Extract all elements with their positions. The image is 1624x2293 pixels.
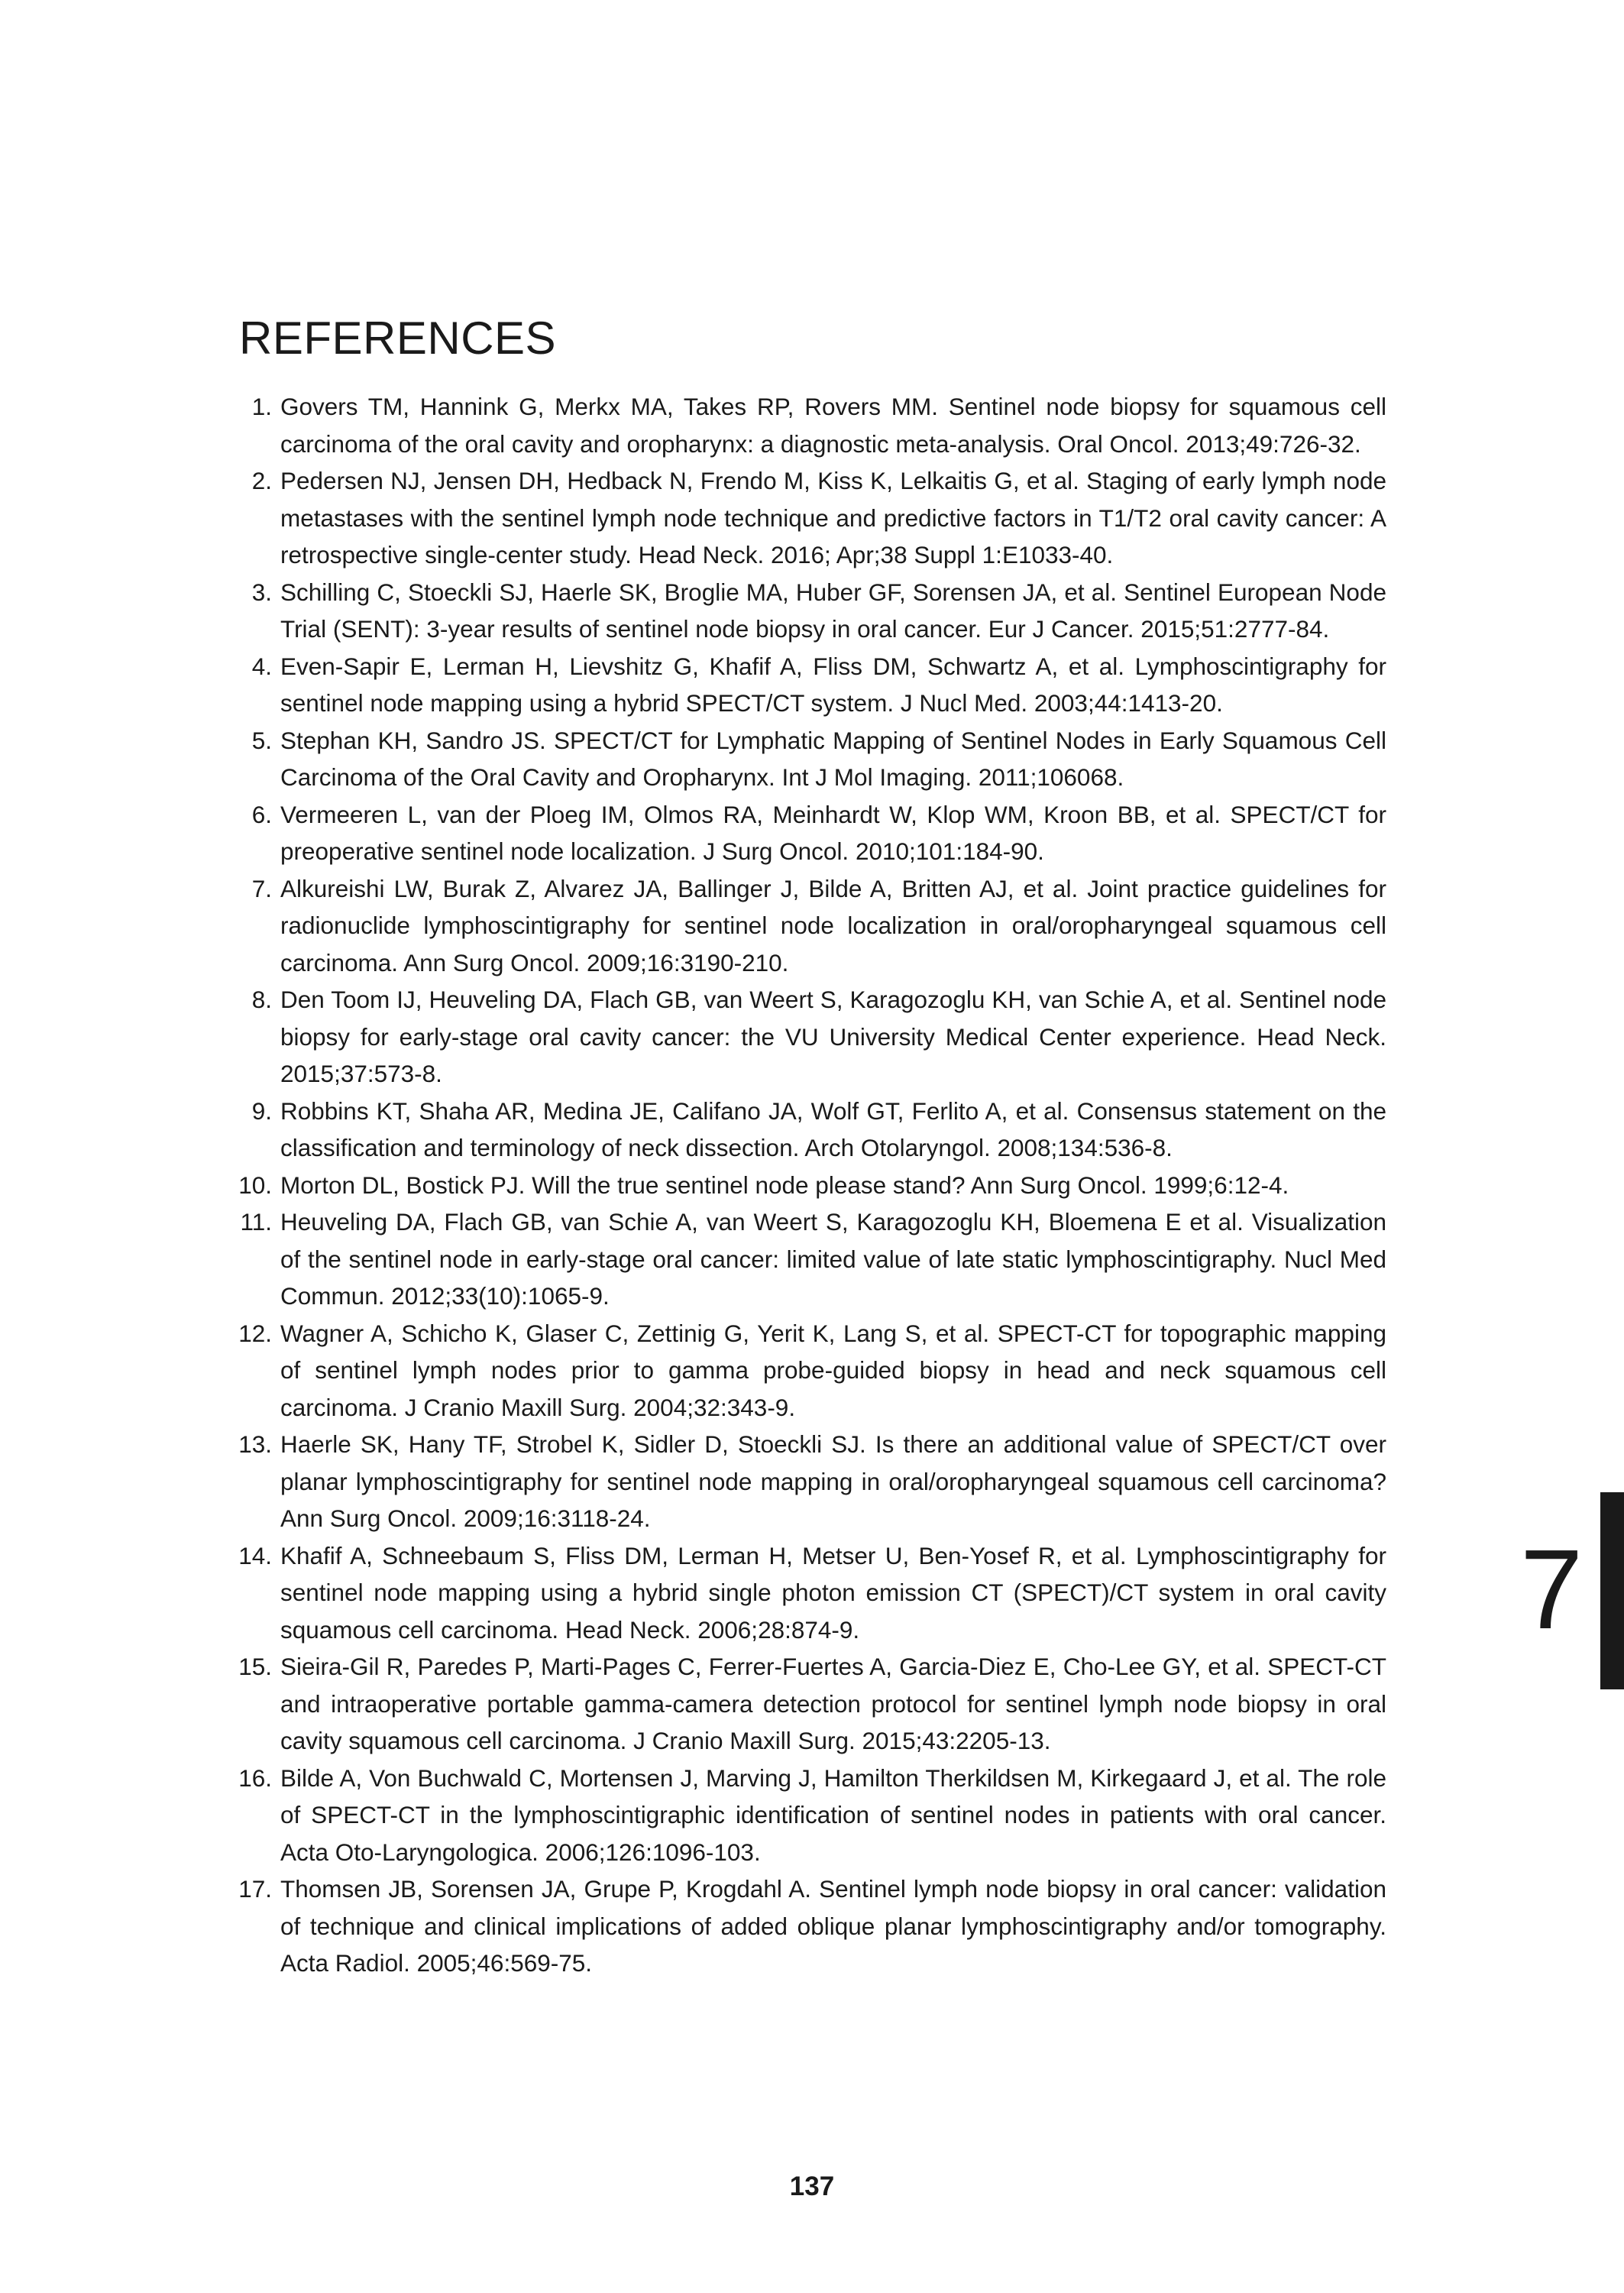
reference-item: [229, 1093, 1386, 1167]
reference-item: [229, 574, 1386, 648]
reference-number: 5.: [251, 726, 272, 754]
reference-text: Morton DL, Bostick PJ. Will the true sentinel node please stand? Ann Surg Oncol. 1999;6:12-4.: [280, 1171, 1289, 1199]
reference-text: Pedersen NJ, Jensen DH, Hedback N, Frendo M, Kiss K, Lelkaitis G, et al. Staging of early lymph node metastases with the sentinel lymph node technique and predictive factors in T1/T2 oral cavity cancer: A retrospective single-center study. Head Neck. 2016; Apr;38 Suppl 1:E1033-40.: [280, 467, 1386, 568]
reference-number: 7.: [251, 874, 272, 902]
reference-number: 11.: [240, 1208, 272, 1236]
reference-text: Bilde A, Von Buchwald C, Mortensen J, Marving J, Hamilton Therkildsen M, Kirkegaard J, et al. The role of SPECT-CT in the lymphoscintigraphic identification of sentinel nodes in patients with oral cancer. Acta Oto-Laryngologica. 2006;126:1096-103.: [280, 1763, 1386, 1866]
reference-number: 16.: [238, 1763, 272, 1792]
chapter-number: 7: [1520, 1527, 1584, 1653]
reference-text: Robbins KT, Shaha AR, Medina JE, Califano JA, Wolf GT, Ferlito A, et al. Consensus statement on the classification and terminology of neck dissection. Arch Otolaryngol. 2008;134:536-8.: [280, 1096, 1386, 1161]
reference-item: [229, 1760, 1386, 1871]
reference-text: Thomsen JB, Sorensen JA, Grupe P, Krogdahl A. Sentinel lymph node biopsy in oral cancer: validation of technique and clinical implications of added oblique planar lymphoscintigraphy and/or tomography. Acta Radiol. 2005;46:569-75.: [280, 1875, 1386, 1977]
reference-text: Sieira-Gil R, Paredes P, Marti-Pages C, Ferrer-Fuertes A, Garcia-Diez E, Cho-Lee GY, et al. SPECT-CT and intraoperative portable gamma-camera detection protocol for sentinel lymph node biopsy in oral cavity squamous cell carcinoma. J Cranio Maxill Surg. 2015;43:2205-13.: [280, 1653, 1386, 1754]
reference-text: Schilling C, Stoeckli SJ, Haerle SK, Broglie MA, Huber GF, Sorensen JA, et al. Sentinel European Node Trial (SENT): 3-year results of sentinel node biopsy in oral cancer. Eur J Cancer. 2015;51:2777-84.: [280, 578, 1386, 643]
reference-text: Haerle SK, Hany TF, Strobel K, Sidler D, Stoeckli SJ. Is there an additional value of SPECT/CT over planar lymphoscintigraphy for sentinel node mapping in oral/oropharyngeal squamous cell carcinoma? Ann Surg Oncol. 2009;16:3118-24.: [280, 1430, 1386, 1532]
reference-text: Khafif A, Schneebaum S, Fliss DM, Lerman H, Metser U, Ben-Yosef R, et al. Lymphoscintigraphy for sentinel node mapping using a hybrid single photon emission CT (SPECT)/CT system in oral cavity squamous cell carcinoma. Head Neck. 2006;28:874-9.: [280, 1541, 1386, 1644]
reference-item: [229, 1537, 1386, 1649]
reference-text: Den Toom IJ, Heuveling DA, Flach GB, van Weert S, Karagozoglu KH, van Schie A, et al. Sentinel node biopsy for early-stage oral cavity cancer: the VU University Medical Center experience. Head Neck. 2015;37:573-8.: [280, 986, 1386, 1087]
reference-number: 2.: [251, 467, 272, 494]
chapter-tab-marker: [1600, 1492, 1624, 1689]
reference-number: 13.: [238, 1430, 272, 1458]
reference-number: 4.: [251, 652, 272, 680]
reference-text: Even-Sapir E, Lerman H, Lievshitz G, Khafif A, Fliss DM, Schwartz A, et al. Lymphoscintigraphy for sentinel node mapping using a hybrid SPECT/CT system. J Nucl Med. 2003;44:1413-20.: [280, 652, 1386, 717]
reference-text: Wagner A, Schicho K, Glaser C, Zettinig G, Yerit K, Lang S, et al. SPECT-CT for topographic mapping of sentinel lymph nodes prior to gamma probe-guided biopsy in head and neck squamous cell carcinoma. J Cranio Maxill Surg. 2004;32:343-9.: [280, 1319, 1386, 1421]
reference-text: Govers TM, Hannink G, Merkx MA, Takes RP, Rovers MM. Sentinel node biopsy for squamous cell carcinoma of the oral cavity and oropharynx: a diagnostic meta-analysis. Oral Oncol. 2013;49:726-32.: [280, 393, 1386, 458]
reference-item: [229, 722, 1386, 796]
page-number: 137: [789, 2172, 835, 2201]
reference-number: 3.: [251, 578, 272, 606]
reference-number: 12.: [238, 1319, 272, 1347]
reference-number: 8.: [251, 986, 272, 1013]
reference-item: [229, 1167, 1386, 1204]
page-heading: REFERENCES: [239, 313, 557, 364]
reference-text: Alkureishi LW, Burak Z, Alvarez JA, Ballinger J, Bilde A, Britten AJ, et al. Joint practice guidelines for radionuclide lymphoscintigraphy for sentinel node localization in oral/oropharyngeal squamous cell carcinoma. Ann Surg Oncol. 2009;16:3190-210.: [280, 874, 1386, 976]
reference-item: [229, 1648, 1386, 1760]
reference-number: 9.: [251, 1096, 272, 1125]
reference-text: Vermeeren L, van der Ploeg IM, Olmos RA, Meinhardt W, Klop WM, Kroon BB, et al. SPECT/CT for preoperative sentinel node localization. J Surg Oncol. 2010;101:184-90.: [280, 800, 1386, 865]
reference-item: [229, 981, 1386, 1093]
reference-item: [229, 648, 1386, 722]
reference-item: [229, 870, 1386, 982]
reference-text: Heuveling DA, Flach GB, van Schie A, van Weert S, Karagozoglu KH, Bloemena E et al. Visualization of the sentinel node in early-stage oral cancer: limited value of late static lymphoscintigraphy. Nucl Med Commun. 2012;33(10):1065-9.: [280, 1208, 1386, 1310]
reference-item: [229, 1203, 1386, 1315]
reference-number: 14.: [238, 1541, 272, 1569]
reference-text: Stephan KH, Sandro JS. SPECT/CT for Lymphatic Mapping of Sentinel Nodes in Early Squamous Cell Carcinoma of the Oral Cavity and Oropharynx. Int J Mol Imaging. 2011;106068.: [280, 726, 1386, 791]
reference-item: [229, 1315, 1386, 1427]
reference-item: [229, 462, 1386, 574]
reference-number: 15.: [238, 1653, 272, 1680]
reference-list: [229, 388, 1386, 1982]
reference-number: 6.: [251, 800, 272, 828]
reference-item: [229, 388, 1386, 462]
reference-number: 10.: [238, 1171, 272, 1199]
reference-item: [229, 1870, 1386, 1982]
reference-item: [229, 1426, 1386, 1537]
reference-number: 1.: [251, 393, 272, 420]
reference-item: [229, 796, 1386, 870]
reference-number: 17.: [238, 1875, 272, 1903]
